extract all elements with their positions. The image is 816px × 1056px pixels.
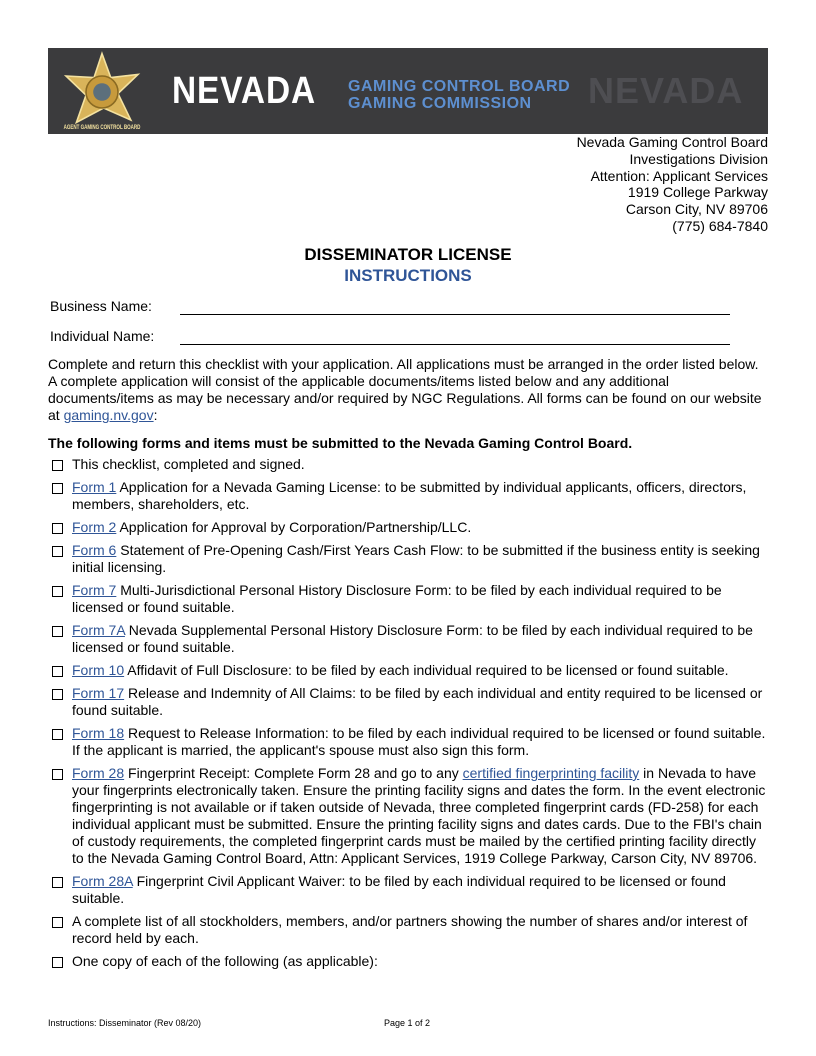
banner-line2: GAMING COMMISSION — [348, 95, 532, 112]
footer-page-number: Page 1 of 2 — [384, 1018, 431, 1028]
checklist-item — [48, 519, 770, 536]
checklist-item — [48, 662, 770, 679]
checklist-item — [48, 685, 770, 719]
address-line: Investigations Division — [629, 150, 768, 167]
item-text: A complete list of all stockholders, members, and/or partners showing the number of shares and/or interest of record held by each. — [72, 913, 748, 946]
document-title — [0, 244, 816, 286]
intro-end: : — [153, 407, 158, 423]
address-line: 1919 College Parkway — [627, 184, 768, 201]
checklist-item — [48, 542, 770, 576]
item-text: Fingerprint Receipt: Complete Form 28 and go to any — [124, 765, 463, 781]
form-link[interactable]: Form 28A — [72, 873, 133, 889]
form-link[interactable]: Form 28 — [72, 765, 125, 781]
checkbox[interactable] — [52, 917, 63, 928]
item-text: Release and Indemnity of All Claims: to be filed by each individual and entity required to be licensed or found suitable. — [72, 685, 763, 718]
intro-text: Complete and return this checklist with your application. All applications must be arranged in the order listed below. A complete application will consist of the applicable documents/items listed below and any additional documents/items as may be necessary and/or required by NGC Regulations. All forms can be found on our website at — [48, 356, 762, 423]
checkbox[interactable] — [52, 689, 63, 700]
form-link[interactable]: Form 10 — [72, 662, 125, 678]
item-text: One copy of each of the following (as applicable): — [72, 953, 378, 969]
banner-watermark: NEVADA — [588, 70, 744, 111]
checkbox[interactable] — [52, 586, 63, 597]
checkbox[interactable] — [52, 483, 63, 494]
checklist-item — [48, 479, 770, 513]
item-text: Application for a Nevada Gaming License: to be submitted by individual applicants, officers, directors, members, shareholders, etc. — [72, 479, 747, 512]
checkbox[interactable] — [52, 626, 63, 637]
website-link[interactable]: gaming.nv.gov — [63, 407, 154, 423]
fingerprint-facility-link[interactable]: certified fingerprinting facility — [462, 765, 640, 781]
item-text: This checklist, completed and signed. — [72, 456, 305, 472]
form-link[interactable]: Form 6 — [72, 542, 117, 558]
individual-name-label: Individual Name: — [50, 328, 155, 344]
title: DISSEMINATOR LICENSE — [304, 245, 512, 264]
banner-title: NEVADA — [172, 70, 317, 112]
badge-text: AGENT GAMING CONTROL BOARD — [63, 123, 141, 131]
address-line: Nevada Gaming Control Board — [576, 134, 768, 150]
agent-badge-logo — [62, 52, 142, 132]
item-text: Multi-Jurisdictional Personal History Disclosure Form: to be filed by each individual required to be licensed or found suitable. — [72, 582, 722, 615]
checklist-item — [48, 622, 770, 656]
banner-subtitle — [348, 78, 570, 112]
individual-name-field[interactable] — [180, 344, 730, 345]
form-link[interactable]: Form 2 — [72, 519, 117, 535]
business-name-label: Business Name: — [50, 298, 152, 314]
form-link[interactable]: Form 7 — [72, 582, 117, 598]
item-text: Nevada Supplemental Personal History Disclosure Form: to be filed by each individual required to be licensed or found suitable. — [72, 622, 753, 655]
form-link[interactable]: Form 1 — [72, 479, 117, 495]
header-banner — [48, 48, 768, 134]
address-line: Attention: Applicant Services — [590, 167, 768, 184]
item-text: Statement of Pre-Opening Cash/First Years Cash Flow: to be submitted if the business entity is seeking initial licensing. — [72, 542, 760, 575]
checklist-item — [48, 765, 770, 867]
checkbox[interactable] — [52, 546, 63, 557]
checklist-item — [48, 913, 770, 947]
subtitle: INSTRUCTIONS — [344, 266, 472, 285]
business-name-field[interactable] — [180, 314, 730, 315]
checklist-heading: The following forms and items must be submitted to the Nevada Gaming Control Board. — [48, 435, 633, 451]
footer-revision: Instructions: Disseminator (Rev 08/20) — [48, 1018, 202, 1028]
item-text: Fingerprint Civil Applicant Waiver: to be filed by each individual required to be licensed or found suitable. — [72, 873, 726, 906]
checklist-item — [48, 873, 770, 907]
checklist-item — [48, 953, 770, 970]
form-link[interactable]: Form 18 — [72, 725, 125, 741]
item-text: in Nevada to have your fingerprints electronically taken. Ensure the printing facility signs and dates the form. In the event electronic fingerprinting is not available or if taken outside of Nevada, three completed fingerprint cards (FD-258) for each individual applicant must be submitted. Ensure the printing facility signs and dates cards. Due to the FBI's chain of custody requirements, the completed fingerprint cards must be mailed by the certified printing facility directly to the Nevada Gaming Control Board, Attn: Applicant Services, 1919 College Parkway, Carson City, NV 89706. — [72, 765, 766, 866]
item-text: Affidavit of Full Disclosure: to be filed by each individual required to be licensed or found suitable. — [124, 662, 729, 678]
address-line: Carson City, NV 89706 — [625, 201, 768, 218]
checkbox[interactable] — [52, 666, 63, 677]
checklist-item — [48, 725, 770, 759]
checklist-item — [48, 456, 770, 473]
checkbox[interactable] — [52, 523, 63, 534]
item-text: Application for Approval by Corporation/Partnership/LLC. — [116, 519, 472, 535]
address-line: (775) 684-7840 — [672, 217, 768, 234]
checkbox[interactable] — [52, 460, 63, 471]
checkbox[interactable] — [52, 729, 63, 740]
checkbox[interactable] — [52, 957, 63, 968]
checklist — [48, 456, 770, 976]
checkbox[interactable] — [52, 877, 63, 888]
item-text: Request to Release Information: to be filed by each individual required to be licensed or found suitable. If the applicant is married, the applicant's spouse must also sign this form. — [72, 725, 766, 758]
banner-line1: GAMING CONTROL BOARD — [348, 78, 571, 95]
address-block — [577, 134, 768, 235]
form-link[interactable]: Form 7A — [72, 622, 125, 638]
checkbox[interactable] — [52, 769, 63, 780]
form-link[interactable]: Form 17 — [72, 685, 125, 701]
checklist-item — [48, 582, 770, 616]
intro-paragraph — [48, 356, 770, 424]
